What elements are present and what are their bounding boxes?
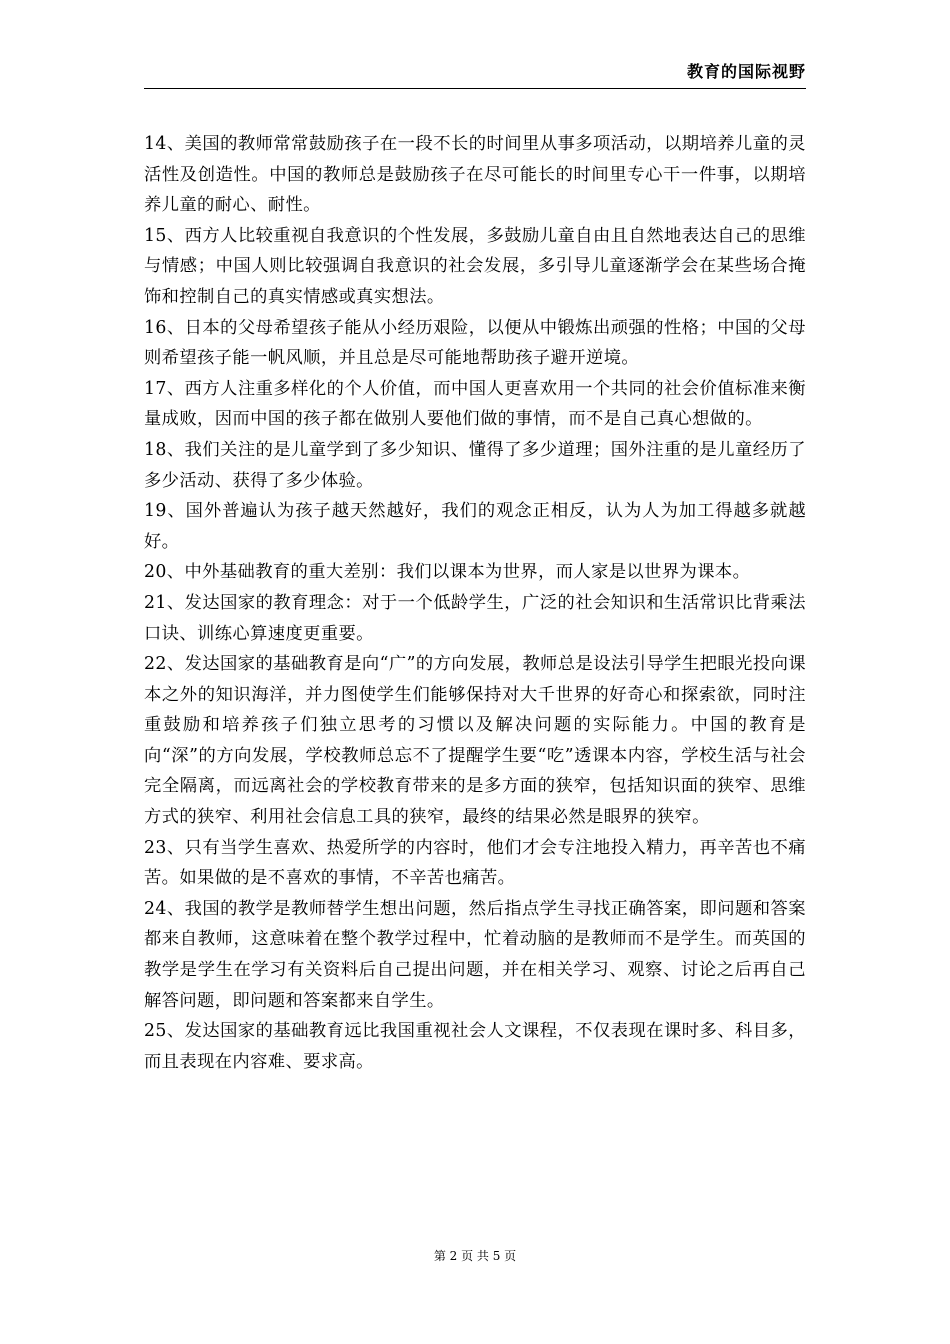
paragraph-18: 18、我们关注的是儿童学到了多少知识、懂得了多少道理；国外注重的是儿童经历了多少活动、获得了多少体验。	[144, 439, 806, 491]
paragraph-15: 15、西方人比较重视自我意识的个性发展，多鼓励儿童自由且自然地表达自己的思维与情感；中国人则比较强调自我意识的社会发展，多引导儿童逐渐学会在某些场合掩饰和控制自己的真实情感或真实想法。	[144, 225, 806, 307]
header-title: 教育的国际视野	[686, 62, 806, 81]
paragraph-14: 14、美国的教师常常鼓励孩子在一段不长的时间里从事多项活动，以期培养儿童的灵活性及创造性。中国的教师总是鼓励孩子在尽可能长的时间里专心干一件事，以期培养儿童的耐心、耐性。	[144, 134, 806, 216]
document-body	[144, 129, 806, 1077]
paragraph-23: 23、只有当学生喜欢、热爱所学的内容时，他们才会专注地投入精力，再辛苦也不痛苦。如果做的是不喜欢的事情，不辛苦也痛苦。	[144, 837, 806, 889]
paragraph-17: 17、西方人注重多样化的个人价值，而中国人更喜欢用一个共同的社会价值标准来衡量成败，因而中国的孩子都在做别人要他们做的事情，而不是自己真心想做的。	[144, 378, 806, 430]
paragraph-16: 16、日本的父母希望孩子能从小经历艰险，以便从中锻炼出顽强的性格；中国的父母则希望孩子能一帆风顺，并且总是尽可能地帮助孩子避开逆境。	[144, 317, 806, 369]
page-header	[144, 58, 806, 89]
paragraph-24: 24、我国的教学是教师替学生想出问题，然后指点学生寻找正确答案，即问题和答案都来自教师，这意味着在整个教学过程中，忙着动脑的是教师而不是学生。而英国的教学是学生在学习有关资料后自己提出问题，并在相关学习、观察、讨论之后再自己解答问题，即问题和答案都来自学生。	[144, 898, 806, 1011]
paragraph-20: 20、中外基础教育的重大差别：我们以课本为世界，而人家是以世界为课本。	[144, 562, 751, 583]
paragraph-25: 25、发达国家的基础教育远比我国重视社会人文课程，不仅表现在课时多、科目多，而且表现在内容难、要求高。	[144, 1021, 806, 1072]
paragraph-19: 19、国外普遍认为孩子越天然越好，我们的观念正相反，认为人为加工得越多就越好。	[144, 501, 806, 552]
page-number-label: 第 2 页 共 5 页	[433, 1249, 517, 1263]
paragraph-21: 21、发达国家的教育理念：对于一个低龄学生，广泛的社会知识和生活常识比背乘法口诀、训练心算速度更重要。	[144, 592, 806, 644]
page-footer	[0, 1248, 950, 1264]
paragraph-22: 22、发达国家的基础教育是向“广”的方向发展，教师总是设法引导学生把眼光投向课本之外的知识海洋，并力图使学生们能够保持对大千世界的好奇心和探索欲，同时注重鼓励和培养孩子们独立思考的习惯以及解决问题的实际能力。中国的教育是向“深”的方向发展，学校教师总忘不了提醒学生要“吃”透课本内容，学校生活与社会完全隔离，而远离社会的学校教育带来的是多方面的狭窄，包括知识面的狭窄、思维方式的狭窄、利用社会信息工具的狭窄，最终的结果必然是眼界的狭窄。	[144, 654, 806, 828]
